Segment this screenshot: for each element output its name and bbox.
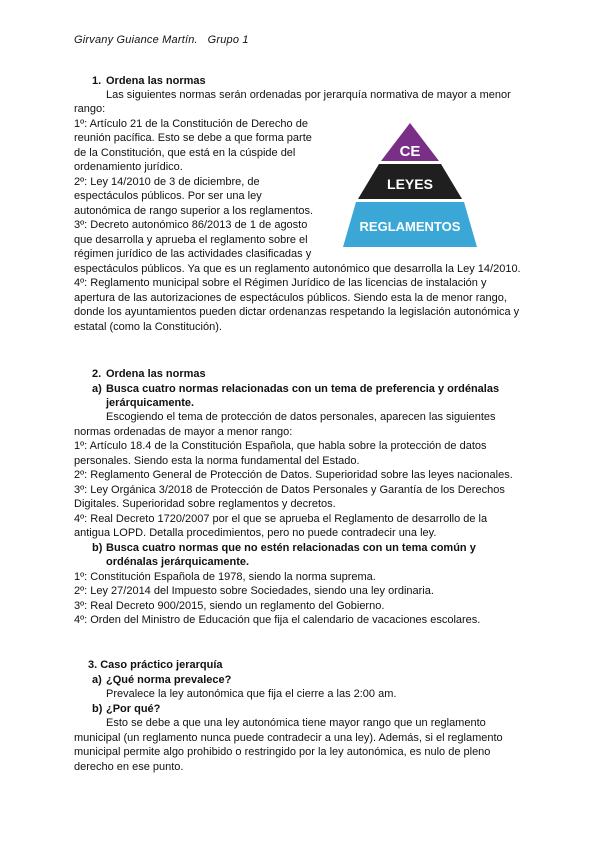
- s2a-line: antigua LOPD. Detalla procedimientos, pero no puede contradecir una ley.: [74, 527, 437, 539]
- s1-line: espectáculos públicos. Por ser una ley: [74, 190, 262, 202]
- s1-line: autonómica de rango superior a los reglamentos.: [74, 205, 314, 217]
- section2-a-title: Busca cuatro normas relacionadas con un tema de preferencia y ordénalas: [106, 383, 500, 395]
- section2-a-title-cont: jerárquicamente.: [106, 397, 195, 409]
- hierarchy-pyramid-figure: [343, 123, 477, 247]
- section3-b-label: b): [92, 703, 103, 715]
- s1-line: 3º: Decreto autonómico 86/2013 de 1 de agosto: [74, 219, 308, 231]
- s1-line: 1º: Artículo 21 de la Constitución de Derecho de: [74, 118, 308, 130]
- page-header: [74, 34, 249, 46]
- section2-b-title-cont: ordénalas jerárquicamente.: [106, 556, 250, 568]
- s3b-line: derecho en ese punto.: [74, 761, 184, 773]
- section3-a-title: ¿Qué norma prevalece?: [106, 674, 232, 686]
- s2a-line: normas ordenadas de mayor a menor rango:: [74, 426, 293, 438]
- section1-number: 1.: [92, 75, 102, 87]
- group-label: Grupo 1: [207, 34, 249, 46]
- s1-line: régimen jurídico de las actividades clasificadas y: [74, 248, 312, 260]
- section2-b-label: b): [92, 542, 103, 554]
- s2a-line: 1º: Artículo 18.4 de la Constitución Española, que habla sobre la protección de datos: [74, 440, 487, 452]
- pyramid-label-leyes: LEYES: [387, 176, 433, 192]
- s3b-line: Esto se debe a que una ley autonómica tiene mayor rango que un reglamento: [106, 717, 486, 729]
- s1-line: espectáculos públicos. Ya que es un reglamento autonómico que desarrolla la Ley 14/2010.: [74, 263, 521, 275]
- author-name: Girvany Guiance Martín.: [74, 34, 198, 46]
- s2b-line: 4º: Orden del Ministro de Educación que fija el calendario de vacaciones escolares.: [74, 614, 481, 626]
- s1-line: ordenamiento jurídico.: [74, 161, 183, 173]
- s2a-line: 3º: Ley Orgánica 3/2018 de Protección de Datos Personales y Garantía de los Derechos: [74, 484, 505, 496]
- s1-line: apertura de las autorizaciones de espectáculos públicos. Siendo esta la de menor rango,: [74, 292, 507, 304]
- s2b-line: 2º: Ley 27/2014 del Impuesto sobre Sociedades, siendo una ley ordinaria.: [74, 585, 434, 597]
- s2b-line: 3º: Real Decreto 900/2015, siendo un reglamento del Gobierno.: [74, 600, 385, 612]
- s1-line: reunión pacífica. Esto se debe a que forma parte: [74, 132, 312, 144]
- s1-line: estatal (como la Constitución).: [74, 321, 222, 333]
- section3-b-title: ¿Por qué?: [106, 703, 161, 715]
- s3b-line: municipal permite algo prohibido o restringido por la ley autonómica, es nulo de pleno: [74, 746, 491, 758]
- section3-a-label: a): [92, 674, 102, 686]
- pyramid-label-reglamentos: REGLAMENTOS: [359, 219, 461, 234]
- s1-line: de la Constitución, que está en la cúspide del: [74, 147, 296, 159]
- s2a-line: Escogiendo el tema de protección de datos personales, aparecen las siguientes: [106, 411, 496, 423]
- s1-line: 4º: Reglamento municipal sobre el Régimen Jurídico de las licencias de instalación y: [74, 277, 487, 289]
- s1-line: que desarrolla y aprueba el reglamento sobre el: [74, 234, 308, 246]
- s2b-line: 1º: Constitución Española de 1978, siendo la norma suprema.: [74, 571, 376, 583]
- s1-line: 2º: Ley 14/2010 de 3 de diciembre, de: [74, 176, 260, 188]
- section1-title: Ordena las normas: [106, 75, 206, 87]
- section2-title: Ordena las normas: [106, 368, 206, 380]
- s2a-line: 2º: Reglamento General de Protección de Datos. Superioridad sobre las leyes nacionales.: [74, 469, 513, 481]
- s3a-line: Prevalece la ley autonómica que fija el cierre a las 2:00 am.: [106, 688, 397, 700]
- pyramid-label-ce: CE: [399, 143, 421, 160]
- s1-line: Las siguientes normas serán ordenadas por jerarquía normativa de mayor a menor: [106, 89, 511, 101]
- section2-b-title: Busca cuatro normas que no estén relacionadas con un tema común y: [106, 542, 476, 554]
- section2-a-label: a): [92, 383, 102, 395]
- s1-line: rango:: [74, 103, 106, 115]
- section3-title: 3. Caso práctico jerarquía: [88, 659, 223, 671]
- s2a-line: personales. Siendo esta la norma fundamental del Estado.: [74, 455, 360, 467]
- s2a-line: 4º: Real Decreto 1720/2007 por el que se aprueba el Reglamento de desarrollo de la: [74, 513, 488, 525]
- s2a-line: Digitales. Superioridad sobre reglamentos y decretos.: [74, 498, 336, 510]
- section2-number: 2.: [92, 368, 102, 380]
- s3b-line: municipal (un reglamento nunca puede contradecir a una ley). Además, si el reglamento: [74, 732, 503, 744]
- s1-line: donde los ayuntamientos pueden dictar ordenanzas respetando la legislación autonómica y: [74, 306, 520, 318]
